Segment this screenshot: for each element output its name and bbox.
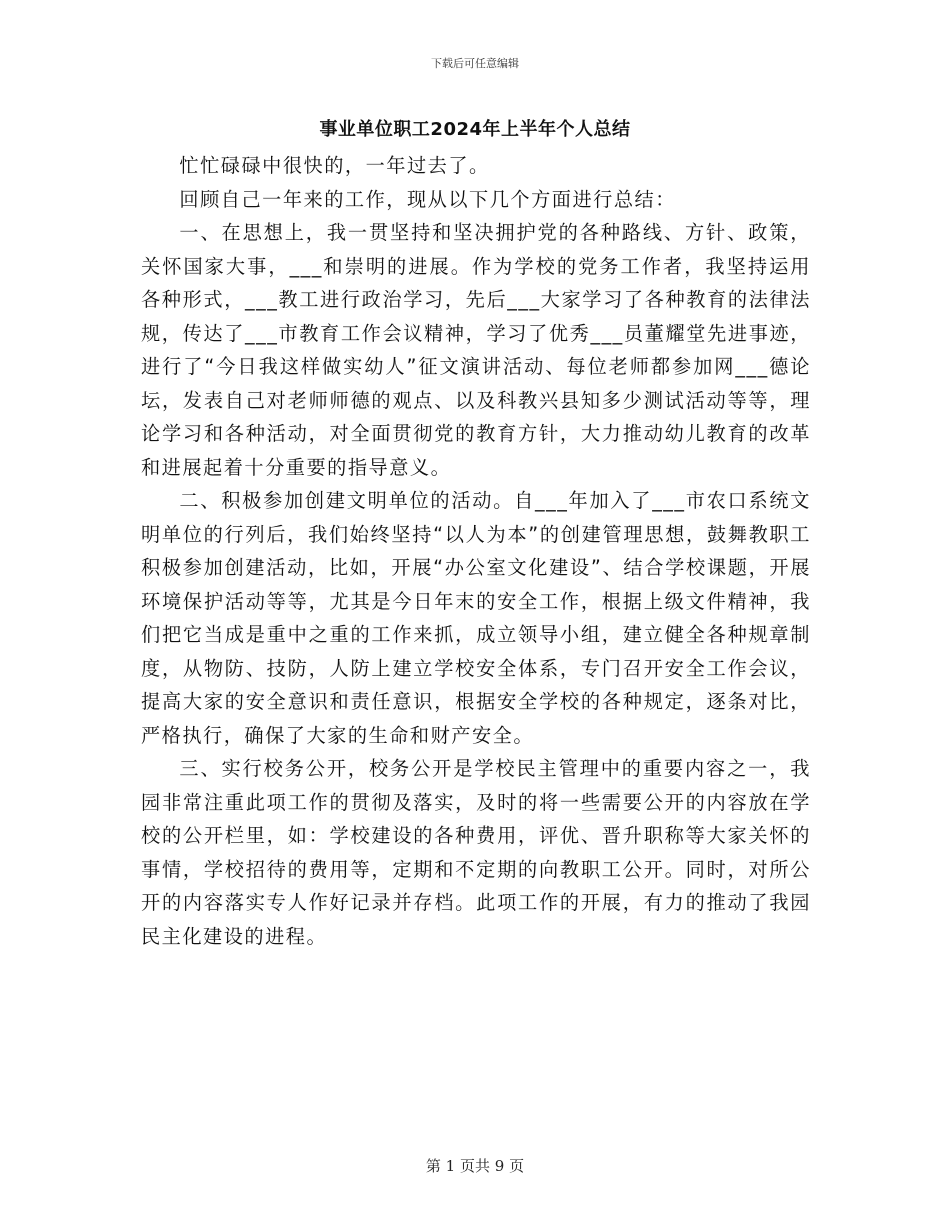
header-note: 下载后可任意编辑 (431, 57, 519, 70)
paragraph-intro: 忙忙碌碌中很快的，一年过去了。 (179, 154, 490, 177)
paragraph-ideology: 一、在思想上，我一贯坚持和坚决拥护党的各种路线、方针、政策，关怀国家大事，___和崇明的进展。作为学校的党务工作者，我坚持运用各种形式，___教工进行政治学习，先后___大家学习了各种教育的法律法规，传达了___市教育工作会议精神，学习了优秀___员董耀堂先进事迹，进行了“今日我这样做实幼人”征文演讲活动、每位老师都参加网___德论坛，发表自己对老师师德的观点、以及科教兴县知多少测试活动等等，理论学习和各种活动，对全面贯彻党的教育方针，大力推动幼儿教育的改革和进展起着十分重要的指导意义。 (141, 221, 811, 479)
document-body (141, 149, 811, 953)
paragraph-civilized-unit: 二、积极参加创建文明单位的活动。自___年加入了___市农口系统文明单位的行列后，我们始终坚持“以人为本”的创建管理思想，鼓舞教职工积极参加创建活动，比如，开展“办公室文化建设”、结合学校课题，开展环境保护活动等等，尤其是今日年末的安全工作，根据上级文件精神，我们把它当成是重中之重的工作来抓，成立领导小组，建立健全各种规章制度，从物防、技防，人防上建立学校安全体系，专门召开安全工作会议，提高大家的安全意识和责任意识，根据安全学校的各种规定，逐条对比，严格执行，确保了大家的生命和财产安全。 (141, 489, 811, 747)
page-indicator: 第 1 页共 9 页 (425, 1157, 525, 1175)
document-title: 事业单位职工2024年上半年个人总结 (319, 119, 631, 140)
paragraph-review: 回顾自己一年来的工作，现从以下几个方面进行总结： (179, 187, 676, 211)
paragraph-open-affairs: 三、实行校务公开，校务公开是学校民主管理中的重要内容之一，我园非常注重此项工作的贯彻及落实，及时的将一些需要公开的内容放在学校的公开栏里，如：学校建设的各种费用，评优、晋升职称等大家关怀的事情，学校招待的费用等，定期和不定期的向教职工公开。同时，对所公开的内容落实专人作好记录并存档。此项工作的开展，有力的推动了我园民主化建设的进程。 (141, 757, 811, 948)
